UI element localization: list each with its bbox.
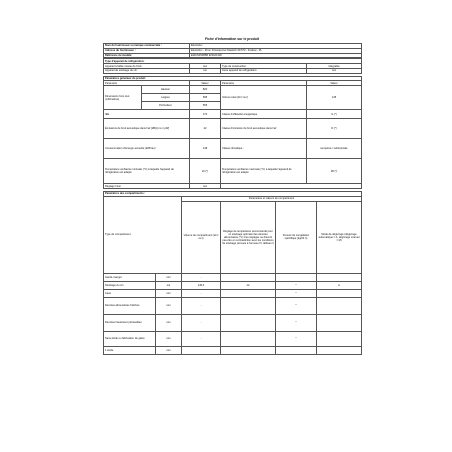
- compartment-parameters-table: [103, 191, 362, 355]
- compartment-volume: -: [182, 314, 221, 331]
- param-value: tempérée / subtropicale: [307, 139, 362, 159]
- column-header: Pouvoir de congélation spécifique (kg/24 h): [276, 201, 317, 273]
- sheet-title: Fiche d'information sur le produit: [205, 37, 259, 41]
- compartment-volume: 145,0: [182, 281, 221, 289]
- table-row: [104, 346, 362, 354]
- appliance-type-header: Type d'appareil de réfrigération:: [104, 59, 362, 64]
- compartment-temperature: [221, 273, 276, 281]
- compartment-temperature: [221, 331, 276, 346]
- param-label: Classe climatique :: [221, 139, 307, 159]
- column-header: Paramètre: [104, 81, 190, 86]
- param-label: Température ambiante minimale (°C) à laquelle l'appareil de réfrigération est adapté: [104, 159, 190, 184]
- compartment-present: oui: [156, 281, 182, 289]
- compartment-freezing: *: [276, 297, 317, 314]
- volume-value: 145: [307, 86, 362, 110]
- compartment-volume: -: [182, 297, 221, 314]
- param-label: Appareil à faible niveau de bruit:: [104, 64, 190, 69]
- compartment-name: Denrées hautement périssables: [104, 314, 156, 331]
- dimension-label: Largeur: [142, 94, 190, 102]
- volume-label: Volume total (dm³ ou l): [221, 86, 307, 110]
- param-value: intégrable: [307, 64, 362, 69]
- supplier-value: Electrolux - 26 al. Powstancow Slaskich 30-570 - Krakow - PL: [190, 48, 362, 53]
- param-label: Émissions de bruit acoustique dans l'air [dB(A) re 1 pW]: [104, 119, 190, 139]
- column-header: Paramètre: [221, 81, 307, 86]
- column-header: Mode de dégivrage (dégivrage automatique = A, dégivrage manuel = M): [317, 201, 362, 273]
- compartment-freezing: [276, 273, 317, 281]
- table-row: [104, 68, 362, 73]
- compartment-present: non: [156, 297, 182, 314]
- table-row: [104, 314, 362, 331]
- compartment-defrost: [317, 314, 362, 331]
- appliance-type-table: [103, 58, 362, 73]
- compartment-type-header: Type de compartiment: [104, 196, 182, 273]
- compartment-present: non: [156, 346, 182, 354]
- compartment-defrost: [317, 289, 362, 297]
- param-value: oui: [190, 68, 221, 73]
- compartment-temperature: [221, 346, 276, 354]
- compartment-freezing: *: [276, 314, 317, 331]
- param-value: 148: [190, 139, 221, 159]
- table-row: [104, 297, 362, 314]
- param-value: 170: [190, 110, 221, 119]
- compartment-name: Cave: [104, 289, 156, 297]
- supplier-label: Référence du modèle:: [104, 53, 190, 58]
- table-row: [104, 159, 362, 184]
- compartment-defrost: [317, 346, 362, 354]
- compartment-present: non: [156, 314, 182, 331]
- compartment-volume: -: [182, 289, 221, 297]
- supplier-value: Electrolux: [190, 44, 362, 49]
- param-label: Température ambiante maximale (°C) à laquelle l'appareil de réfrigération est adapté: [221, 159, 307, 184]
- param-value: non: [307, 68, 362, 73]
- column-header: Valeur: [307, 81, 362, 86]
- dimension-label: Profondeur: [142, 102, 190, 110]
- table-row: [104, 331, 362, 346]
- product-information-sheet: [103, 36, 361, 355]
- compartment-freezing: *: [276, 331, 317, 346]
- table-row: [104, 281, 362, 289]
- param-value: D (*): [307, 119, 362, 139]
- general-parameters-table: [103, 76, 362, 189]
- compartment-name: Garde-manger: [104, 273, 156, 281]
- column-header: Volume du compartiment (dm³ ou l): [182, 201, 221, 273]
- param-label: Classe d'émission de bruit acoustique dans l'air: [221, 119, 307, 139]
- compartment-defrost: A: [317, 281, 362, 289]
- compartment-freezing: *: [276, 281, 317, 289]
- compartment-volume: [182, 346, 221, 354]
- general-parameters-header: Paramètres généraux du produit:: [104, 76, 362, 81]
- param-label: Type de construction:: [221, 64, 307, 69]
- compartment-volume: -: [182, 331, 221, 346]
- compartment-temperature: [221, 314, 276, 331]
- compartment-freezing: *: [276, 289, 317, 297]
- dimension-value: 565: [190, 102, 221, 110]
- empty-cell: [221, 184, 362, 189]
- compartment-volume: -: [182, 273, 221, 281]
- compartment-present: non: [156, 331, 182, 346]
- param-label: Appareil de stockage du vin:: [104, 68, 190, 73]
- dimensions-label: Dimensions hors tout (millimètres): [104, 86, 142, 110]
- dimension-value: 595: [190, 94, 221, 102]
- table-row: [104, 86, 362, 94]
- compartment-defrost: [317, 273, 362, 281]
- table-row: [104, 139, 362, 159]
- column-header: Valeur: [190, 81, 221, 86]
- compartment-temperature: [221, 289, 276, 297]
- compartment-defrost: [317, 331, 362, 346]
- param-value: 42: [190, 119, 221, 139]
- supplier-row: [104, 53, 362, 58]
- supplier-table: [103, 43, 362, 58]
- compartment-present: non: [156, 273, 182, 281]
- table-row: [104, 184, 362, 189]
- table-row: [104, 273, 362, 281]
- compartment-freezing: [276, 346, 317, 354]
- param-label: Autre appareil de réfrigération:: [221, 68, 307, 73]
- table-row: [104, 119, 362, 139]
- param-label: Consommation d'énergie annuelle (kWh/an): [104, 139, 190, 159]
- compartment-name: Sans étoile ou fabrication de glace: [104, 331, 156, 346]
- dimension-label: Hauteur: [142, 86, 190, 94]
- dimension-value: 820: [190, 86, 221, 94]
- supplier-label: Adresse du fournisseur :: [104, 48, 190, 53]
- compartment-defrost: [317, 297, 362, 314]
- param-label: IEE: [104, 110, 190, 119]
- supplier-value: EWUS052B5B 923421300: [190, 53, 362, 58]
- compartment-temperature: 12: [221, 281, 276, 289]
- param-value: non: [190, 184, 221, 189]
- compartment-group-header: Paramètres et valeurs de compartiment: [182, 196, 362, 201]
- compartment-present: non: [156, 289, 182, 297]
- compartment-temperature: [221, 297, 276, 314]
- param-label: Réglage hiver: [104, 184, 190, 189]
- compartment-name: 1 étoile: [104, 346, 156, 354]
- compartment-parameters-header: Paramètres des compartiments :: [104, 192, 362, 197]
- param-label: Classe d'efficacité énergétique: [221, 110, 307, 119]
- compartment-name: Denrées alimentaires fraîches: [104, 297, 156, 314]
- column-header: Réglage de température recommandé pour un stockage optimisé des denrées alimentaires (°C) Ces réglages ne doivent pas être en contradiction avec les conditions de stockage prévues à l'annexe IV, tableau 3: [221, 201, 276, 273]
- compartment-name: Stockage du vin: [104, 281, 156, 289]
- table-row: [104, 289, 362, 297]
- supplier-label: Nom du fournisseur ou marque commerciale :: [104, 44, 190, 49]
- param-value: 16 (*): [190, 159, 221, 184]
- param-value: non: [190, 64, 221, 69]
- param-value: G (*): [307, 110, 362, 119]
- param-value: 38 (*): [307, 159, 362, 184]
- table-row: [104, 110, 362, 119]
